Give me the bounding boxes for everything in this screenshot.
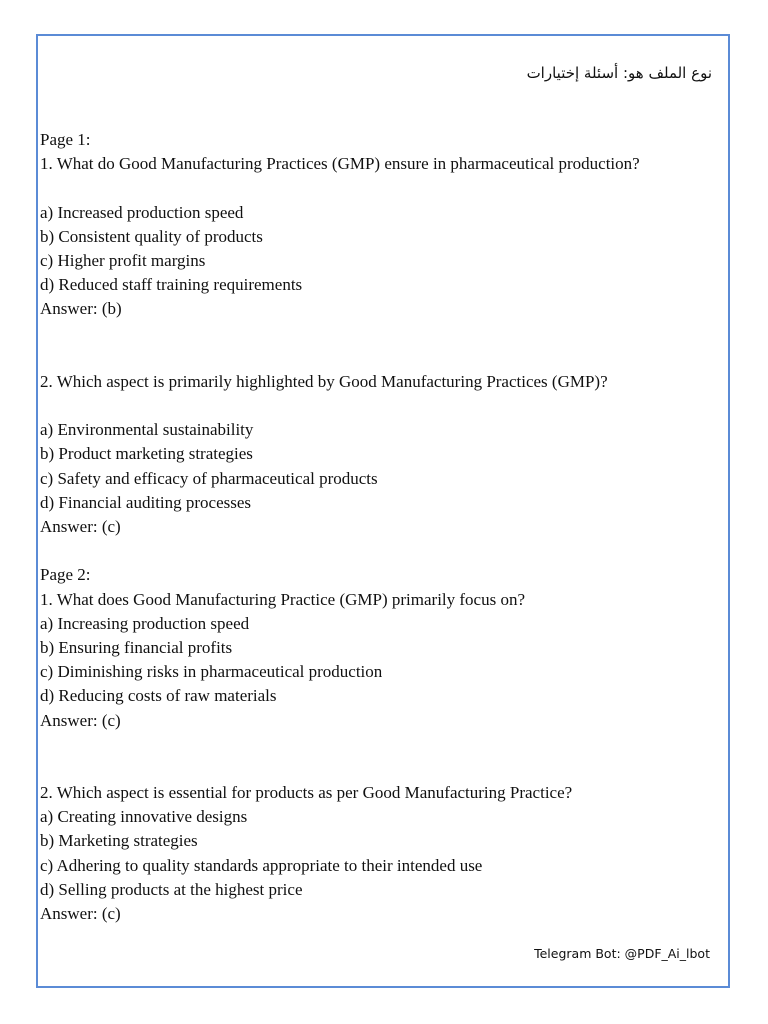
page-label: Page 1: (40, 130, 91, 149)
question-text: 2. Which aspect is primarily highlighted by Good Manufacturing Practices (GMP)? (40, 371, 608, 391)
telegram-bot-footer: Telegram Bot: @PDF_Ai_lbot (534, 946, 710, 961)
option-c: c) Diminishing risks in pharmaceutical production (40, 662, 383, 682)
document-content (40, 128, 730, 926)
answer: Answer: (b) (40, 299, 122, 319)
option-d: d) Selling products at the highest price (40, 879, 303, 899)
option-a: a) Creating innovative designs (40, 807, 248, 827)
option-a: a) Environmental sustainability (40, 420, 254, 440)
question-text: 1. What do Good Manufacturing Practices (GMP) ensure in pharmaceutical production? (40, 154, 640, 174)
option-c: c) Adhering to quality standards appropriate to their intended use (40, 855, 483, 875)
option-d: d) Reduced staff training requirements (40, 275, 303, 295)
question-text: 2. Which aspect is essential for products as per Good Manufacturing Practice? (40, 783, 573, 803)
option-a: a) Increasing production speed (40, 613, 250, 633)
file-type-header: نوع الملف هو: أسئلة إختيارات (526, 64, 712, 82)
option-b: b) Consistent quality of products (40, 226, 263, 246)
option-b: b) Ensuring financial profits (40, 637, 233, 657)
option-b: b) Marketing strategies (40, 831, 198, 851)
page-label: Page 2: (40, 565, 91, 585)
option-b: b) Product marketing strategies (40, 444, 253, 464)
option-c: c) Higher profit margins (40, 250, 206, 270)
answer: Answer: (c) (40, 517, 121, 536)
question-text: 1. What does Good Manufacturing Practice (GMP) primarily focus on? (40, 589, 526, 609)
option-a: a) Increased production speed (40, 202, 244, 222)
answer: Answer: (c) (40, 710, 121, 730)
answer: Answer: (c) (40, 904, 121, 923)
option-d: d) Reducing costs of raw materials (40, 686, 277, 706)
option-c: c) Safety and efficacy of pharmaceutical products (40, 468, 378, 488)
option-d: d) Financial auditing processes (40, 492, 252, 512)
